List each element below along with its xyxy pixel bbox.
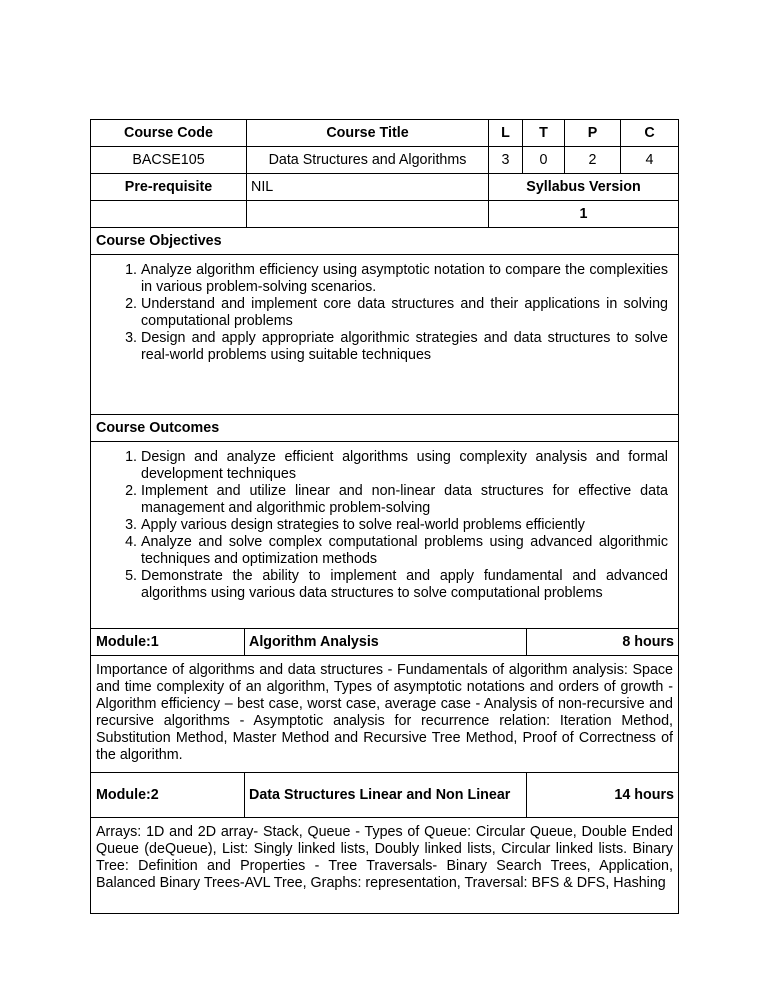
objectives-heading-row [91,228,679,255]
outcomes-list [91,449,668,602]
syllabus-header-table [90,119,679,629]
header-row [91,120,679,147]
course-l: 3 [489,147,523,174]
prereq-value: NIL [247,174,489,201]
module-1-header-row [91,629,679,656]
objectives-heading: Course Objectives [91,228,679,255]
outcome-item: 3. Apply various design strategies to solve real-world problems efficiently [141,517,668,534]
outcomes-row [91,442,679,629]
outcome-item: 4. Analyze and solve complex computational problems using advanced algorithmic techniques and optimization methods [141,534,668,568]
objectives-list [91,262,668,364]
objectives-row [91,255,679,415]
module-table [90,628,679,914]
module-1-label: Module:1 [91,629,245,656]
course-title-label: Course Title [247,120,489,147]
module-2-header-row [91,773,679,818]
empty-cell [247,201,489,228]
module-1-content-row [91,656,679,773]
objective-item: 2. Understand and implement core data structures and their applications in solving computational problems [141,296,668,330]
course-c: 4 [621,147,679,174]
outcome-item: 2. Implement and utilize linear and non-linear data structures for effective data management and algorithmic problem-solving [141,483,668,517]
objective-item: 3. Design and apply appropriate algorithmic strategies and data structures to solve real-world problems using suitable techniques [141,330,668,364]
empty-cell [91,201,247,228]
course-t: 0 [523,147,565,174]
module-1-content: Importance of algorithms and data structures - Fundamentals of algorithm analysis: Space and time complexity of an algorithm, Types of asymptotic notations and orders of growth - Algorithm efficiency – best case, worst case, average case - Analysis of non-recursive and recursive algorithms - Asymptotic analysis for recurrence relation: Iteration Method, Substitution Method, Master Method and Recursive Tree Method, Proof of Correctness of the algorithm. [91,656,679,773]
outcomes-heading-row [91,415,679,442]
outcome-item: 1. Design and analyze efficient algorithms using complexity analysis and formal development techniques [141,449,668,483]
syllabus-version-label: Syllabus Version [489,174,679,201]
module-2-label: Module:2 [91,773,245,818]
p-label: P [565,120,621,147]
syllabus-version: 1 [489,201,679,228]
module-2-title: Data Structures Linear and Non Linear [245,773,527,818]
outcome-item: 5. Demonstrate the ability to implement and apply fundamental and advanced algorithms using various data structures to solve computational problems [141,568,668,602]
module-2-content-row [91,818,679,914]
c-label: C [621,120,679,147]
prereq-row [91,174,679,201]
objective-item: 1. Analyze algorithm efficiency using asymptotic notation to compare the complexities in various problem-solving scenarios. [141,262,668,296]
module-1-title: Algorithm Analysis [245,629,527,656]
course-code-label: Course Code [91,120,247,147]
course-p: 2 [565,147,621,174]
objectives-list-cell [91,255,679,415]
module-2-hours: 14 hours [527,773,679,818]
course-row [91,147,679,174]
course-title: Data Structures and Algorithms [247,147,489,174]
t-label: T [523,120,565,147]
module-1-hours: 8 hours [527,629,679,656]
outcomes-list-cell [91,442,679,629]
course-code: BACSE105 [91,147,247,174]
module-2-content: Arrays: 1D and 2D array- Stack, Queue - Types of Queue: Circular Queue, Double Ended Queue (deQueue), List: Singly linked lists, Doubly linked lists, Circular linked lists. Binary Tree: Definition and Properties - Tree Traversals- Binary Search Trees, Application, Balanced Binary Trees-AVL Tree, Graphs: representation, Traversal: BFS & DFS, Hashing [91,818,679,914]
outcomes-heading: Course Outcomes [91,415,679,442]
syllabus-sheet [90,119,678,914]
prereq-label: Pre-requisite [91,174,247,201]
version-row [91,201,679,228]
l-label: L [489,120,523,147]
